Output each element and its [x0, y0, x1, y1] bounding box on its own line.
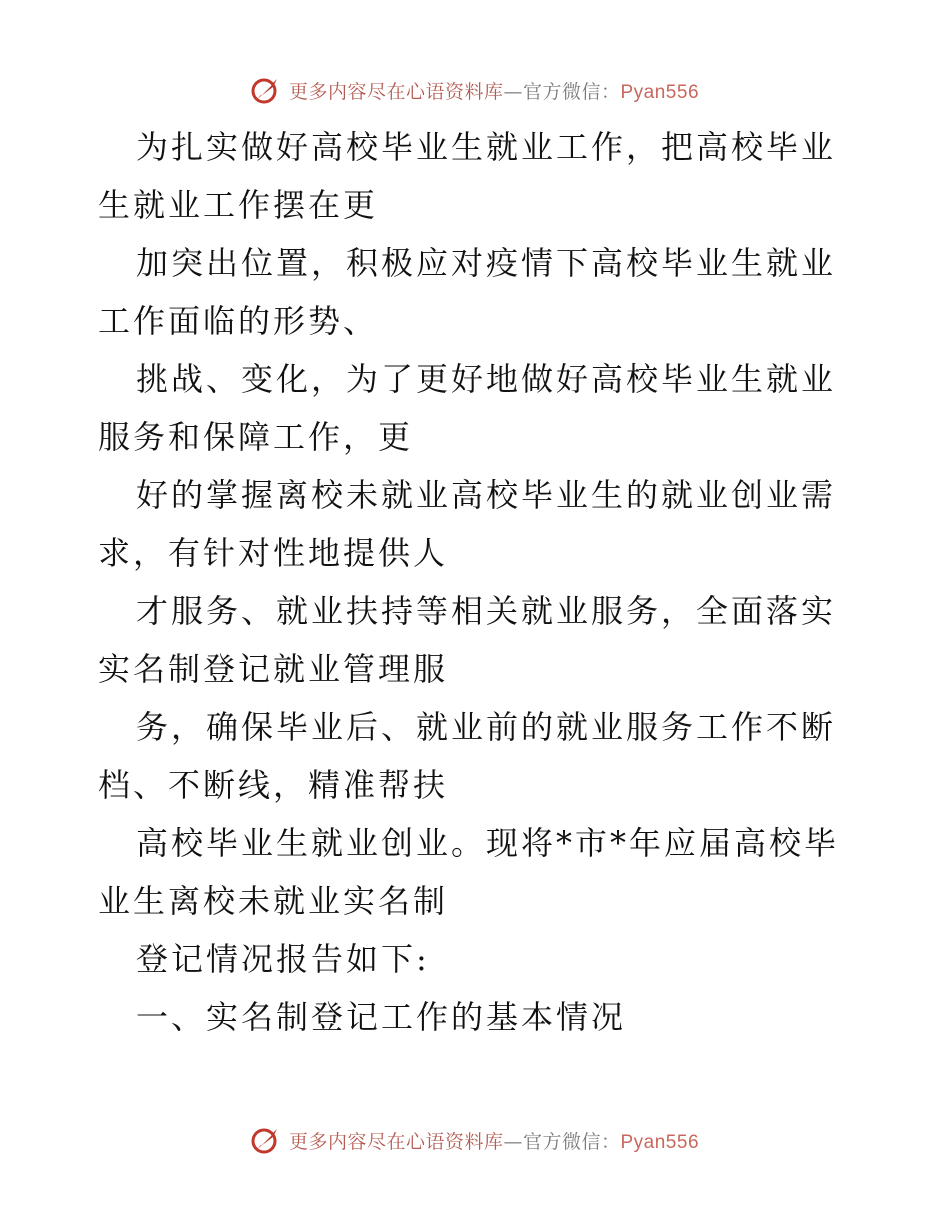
quill-pen-logo-icon — [251, 1125, 281, 1155]
banner-text — [289, 1127, 699, 1154]
paragraph: 加突出位置，积极应对疫情下高校毕业生就业工作面临的形势、 — [98, 244, 837, 340]
document-body — [98, 118, 858, 1046]
banner-wechat-label: 官方微信： — [522, 1130, 621, 1153]
paragraph: 为扎实做好高校毕业生就业工作，把高校毕业生就业工作摆在更 — [98, 128, 837, 224]
paragraph: 好的掌握离校未就业高校毕业生的就业创业需求，有针对性地提供人 — [98, 476, 837, 572]
banner-dash: — — [503, 80, 523, 103]
banner-wechat-label: 官方微信： — [522, 80, 621, 103]
paragraph: 高校毕业生就业创业。现将*市*年应届高校毕业生离校未就业实名制 — [98, 824, 840, 920]
paragraph: 登记情况报告如下: — [136, 940, 430, 978]
paragraph: 才服务、就业扶持等相关就业服务，全面落实实名制登记就业管理服 — [98, 592, 837, 688]
banner-main-text: 更多内容尽在心语资料库 — [288, 80, 504, 103]
banner-wechat-id: Pyan556 — [620, 1131, 700, 1153]
header-banner — [0, 70, 950, 110]
banner-wechat-id: Pyan556 — [620, 81, 700, 103]
paragraph: 挑战、变化，为了更好地做好高校毕业生就业服务和保障工作，更 — [98, 360, 837, 456]
paragraph: 务，确保毕业后、就业前的就业服务工作不断档、不断线，精准帮扶 — [98, 708, 837, 804]
banner-text — [289, 77, 699, 104]
footer-banner — [0, 1120, 950, 1160]
quill-pen-logo-icon — [251, 75, 281, 105]
banner-dash: — — [503, 1130, 523, 1153]
banner-main-text: 更多内容尽在心语资料库 — [288, 1130, 504, 1153]
section-heading: 一、实名制登记工作的基本情况 — [136, 998, 627, 1036]
